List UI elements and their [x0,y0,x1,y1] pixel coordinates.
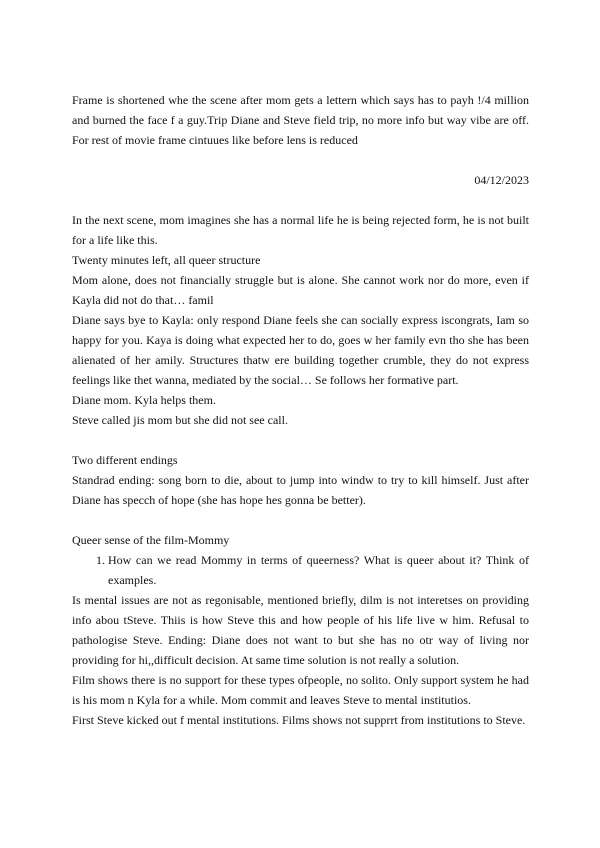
queer-paragraph: Film shows there is no support for these types ofpeople, no solito. Only support system he had is his mom n Kyla for a while. Mom commit and leaves Steve to mental institutios. [72,673,529,707]
notes-paragraph: Mom alone, does not financially struggle but is alone. She cannot work nor do more, even if Kayla did not do that… famil [72,273,529,307]
document-body [72,90,529,730]
notes-paragraph: Twenty minutes left, all queer structure [72,253,261,267]
spacer [72,430,529,450]
endings-heading: Two different endings [72,453,178,467]
queer-heading: Queer sense of the film-Mommy [72,533,230,547]
queer-paragraph: Is mental issues are not as regonisable, mentioned briefly, dilm is not interetses on providing info abou tSteve. Thiis is how Steve this and how people of his life live w him. Refusal to pathologise Steve. Ending: Diane does not want to but she has no otr way of living nor providing for hi,,difficult decision. At same time solution is not really a solution. [72,593,529,667]
question-list [72,550,529,590]
spacer [72,190,529,210]
spacer [72,510,529,530]
question-item: 1. How can we read Mommy in terms of queerness? What is queer about it? Think of examples. [108,550,529,590]
endings-paragraph: Standrad ending: song born to die, about to jump into windw to try to kill himself. Just after Diane has specch of hope (she has hope hes gonna be better). [72,473,529,507]
spacer [72,150,529,170]
notes-paragraph: Diane says bye to Kayla: only respond Diane feels she can socially express iscongrats, Iam so happy for you. Kaya is doing what expected her to do, goes w her family evn tho she has been alienated of her amily. Structures thatw ere building together crumble, they do not express feelings like thet wanna, mediated by the social… Se follows her formative part. [72,313,529,387]
date-line: 04/12/2023 [474,173,529,187]
intro-paragraph: Frame is shortened whe the scene after mom gets a lettern which says has to payh !/4 million and burned the face f a guy.Trip Diane and Steve field trip, no more info but way vibe are off. For rest of movie frame cintuues like before lens is reduced [72,93,529,147]
notes-paragraph: Diane mom. Kyla helps them. [72,393,216,407]
notes-paragraph: Steve called jis mom but she did not see call. [72,413,288,427]
queer-paragraph: First Steve kicked out f mental institutions. Films shows not supprrt from institutions to Steve. [72,713,526,727]
notes-paragraph: In the next scene, mom imagines she has a normal life he is being rejected form, he is not built for a life like this. [72,213,529,247]
